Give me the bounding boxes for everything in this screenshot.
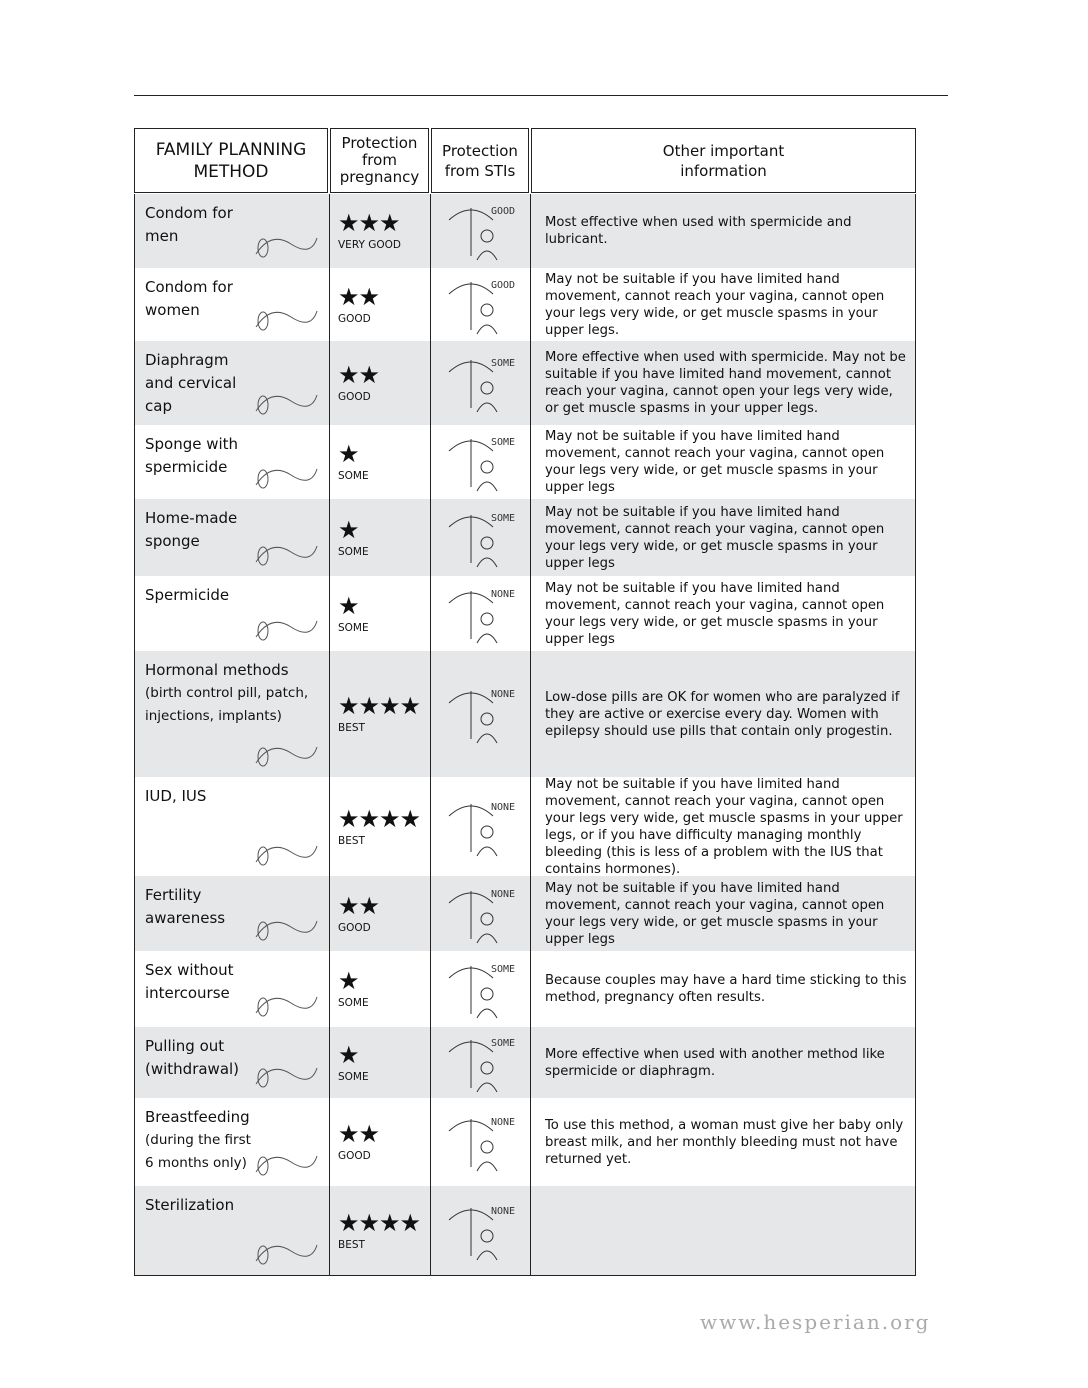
method-illustration-icon xyxy=(251,985,321,1021)
method-name: Breastfeeding xyxy=(145,1108,250,1126)
method-cell xyxy=(135,876,330,951)
method-illustration-icon xyxy=(251,909,321,945)
info-text: Most effective when used with spermicide and lubricant. xyxy=(545,215,852,247)
rating-stars: ★ xyxy=(338,440,359,468)
method-cell xyxy=(135,1186,330,1275)
method-cell xyxy=(135,777,330,876)
table-row xyxy=(135,1186,915,1275)
table-row xyxy=(135,777,915,876)
header-info: Other important information xyxy=(531,128,916,193)
method-name: Sex without intercourse xyxy=(145,961,234,1002)
pregnancy-cell xyxy=(330,194,431,268)
info-text: To use this method, a woman must give her baby only breast milk, and her monthly bleeding must not have returned yet. xyxy=(545,1117,904,1167)
umbrella-woman-icon xyxy=(441,431,521,493)
info-text: May not be suitable if you have limited hand movement, cannot reach your vagina, cannot open your legs very wide, or get muscle spasms in your upper legs xyxy=(545,504,885,571)
method-cell xyxy=(135,1027,330,1098)
sti-cell xyxy=(431,425,531,499)
method-cell xyxy=(135,499,330,576)
info-cell xyxy=(531,499,915,576)
rating-stars: ★ xyxy=(338,1040,359,1069)
sti-cell xyxy=(431,268,531,341)
sti-label: NONE xyxy=(490,689,515,700)
rating-label: SOME xyxy=(338,997,369,1009)
umbrella-woman-icon xyxy=(441,583,521,645)
sti-cell xyxy=(431,876,531,951)
sti-label: GOOD xyxy=(490,206,515,217)
sti-cell xyxy=(431,651,531,777)
header-pregnancy: Protection from pregnancy xyxy=(330,128,429,193)
rating-stars: ★★ xyxy=(338,891,380,920)
method-name: Condom for men xyxy=(145,204,233,245)
method-illustration-icon xyxy=(251,1233,321,1269)
sti-cell xyxy=(431,1027,531,1098)
info-text: May not be suitable if you have limited hand movement, cannot reach your vagina, cannot open your legs very wide, or get muscle spasms in your upper legs xyxy=(545,580,885,647)
table-row xyxy=(135,1098,915,1186)
sti-label: SOME xyxy=(490,1037,515,1049)
umbrella-woman-icon xyxy=(441,274,521,336)
method-cell xyxy=(135,951,330,1027)
rating-label: GOOD xyxy=(338,921,371,934)
table-row xyxy=(135,951,915,1027)
rating-stars: ★★ xyxy=(338,1120,380,1148)
pregnancy-cell xyxy=(330,951,431,1027)
pregnancy-cell xyxy=(330,1186,431,1275)
sti-label: SOME xyxy=(490,512,515,524)
umbrella-woman-icon xyxy=(441,1111,521,1173)
table-row xyxy=(135,194,915,268)
info-cell xyxy=(531,576,915,651)
rating-stars: ★ xyxy=(338,515,359,544)
method-name: Spermicide xyxy=(145,586,230,604)
table-row xyxy=(135,1027,915,1098)
umbrella-woman-icon xyxy=(441,1032,521,1094)
logo-text: www.hesperian.org xyxy=(700,1310,931,1334)
rating-stars: ★ xyxy=(338,591,359,620)
info-text: More effective when used with spermicide. May not be suitable if you have limited hand movement, cannot reach your vagina, cannot open your legs very wide, or get muscle spasms in your upper legs. xyxy=(545,350,906,416)
method-note: (birth control pill, patch, injections, implants) xyxy=(145,685,309,724)
method-cell xyxy=(135,576,330,651)
info-text: May not be suitable if you have limited hand movement, cannot reach your vagina, cannot open your legs very wide, or get muscle spasms in your upper legs xyxy=(545,429,885,495)
umbrella-woman-icon xyxy=(441,883,521,945)
umbrella-woman-icon xyxy=(441,683,521,745)
method-name: Condom for women xyxy=(145,278,233,319)
sti-cell xyxy=(431,341,531,425)
method-name: Pulling out (withdrawal) xyxy=(145,1037,240,1078)
sti-label: SOME xyxy=(490,964,515,975)
info-cell xyxy=(531,1027,915,1098)
rating-label: SOME xyxy=(338,621,369,634)
method-cell xyxy=(135,268,330,341)
info-cell xyxy=(531,341,915,425)
info-text: May not be suitable if you have limited hand movement, cannot reach your vagina, cannot open your legs very wide, or get muscle spasms in your upper legs xyxy=(545,880,885,947)
method-name: Sterilization xyxy=(145,1196,235,1214)
table-row xyxy=(135,651,915,777)
pregnancy-cell xyxy=(330,499,431,576)
info-cell xyxy=(531,268,915,341)
rating-stars: ★★ xyxy=(338,282,380,311)
hesperian-logo xyxy=(700,1310,930,1334)
method-cell xyxy=(135,194,330,268)
method-illustration-icon xyxy=(251,834,321,870)
rating-stars: ★★★★ xyxy=(338,1208,421,1237)
rating-stars: ★★★ xyxy=(338,209,400,237)
info-cell xyxy=(531,425,915,499)
method-illustration-icon xyxy=(251,534,321,570)
info-cell xyxy=(531,951,915,1027)
method-name: Home-made sponge xyxy=(145,509,238,550)
info-cell xyxy=(531,194,915,268)
sti-cell xyxy=(431,1098,531,1186)
pregnancy-cell xyxy=(330,651,431,777)
info-cell xyxy=(531,876,915,951)
pregnancy-cell xyxy=(330,876,431,951)
sti-label: NONE xyxy=(490,801,515,813)
pregnancy-cell xyxy=(330,425,431,499)
top-rule xyxy=(134,95,948,96)
rating-label: SOME xyxy=(338,470,369,482)
table-row xyxy=(135,268,915,341)
rating-label: BEST xyxy=(338,834,365,847)
sti-label: SOME xyxy=(490,358,515,369)
header-method: FAMILY PLANNING METHOD xyxy=(134,128,328,193)
rating-stars: ★★ xyxy=(338,361,380,389)
method-illustration-icon xyxy=(251,226,321,262)
info-text: More effective when used with another method like spermicide or diaphragm. xyxy=(545,1046,885,1079)
rating-stars: ★★★★ xyxy=(338,804,421,833)
method-illustration-icon xyxy=(251,457,321,493)
sti-label: NONE xyxy=(490,588,515,600)
method-illustration-icon xyxy=(251,735,321,771)
method-name: Hormonal methods xyxy=(145,661,289,679)
pregnancy-cell xyxy=(330,268,431,341)
sti-label: NONE xyxy=(490,1117,515,1128)
method-name: Sponge with spermicide xyxy=(145,435,239,476)
table-row xyxy=(135,876,915,951)
rating-label: BEST xyxy=(338,722,365,734)
sti-label: NONE xyxy=(490,888,515,900)
method-cell xyxy=(135,425,330,499)
info-text: May not be suitable if you have limited hand movement, cannot reach your vagina, cannot open your legs very wide, or get muscle spasms in your upper legs. xyxy=(545,271,885,338)
sti-cell xyxy=(431,1186,531,1275)
method-illustration-icon xyxy=(251,1144,321,1180)
method-cell xyxy=(135,341,330,425)
rating-label: GOOD xyxy=(338,312,371,325)
sti-label: NONE xyxy=(490,1205,515,1217)
umbrella-woman-icon xyxy=(441,200,521,262)
info-text: Because couples may have a hard time sticking to this method, pregnancy often results. xyxy=(545,973,907,1005)
sti-label: SOME xyxy=(490,437,515,448)
rating-label: GOOD xyxy=(338,1150,371,1162)
method-illustration-icon xyxy=(251,609,321,645)
rating-label: SOME xyxy=(338,545,369,558)
info-cell xyxy=(531,1098,915,1186)
sti-cell xyxy=(431,194,531,268)
umbrella-woman-icon xyxy=(441,1200,521,1262)
method-illustration-icon xyxy=(251,1056,321,1092)
sti-cell xyxy=(431,777,531,876)
table-row xyxy=(135,425,915,499)
info-cell xyxy=(531,1186,915,1275)
umbrella-woman-icon xyxy=(441,507,521,569)
sti-cell xyxy=(431,499,531,576)
pregnancy-cell xyxy=(330,341,431,425)
method-illustration-icon xyxy=(251,383,321,419)
table-row xyxy=(135,576,915,651)
info-text: Low-dose pills are OK for women who are paralyzed if they are active or exercise every day. Women with epilepsy should use pills that contain only progestin. xyxy=(545,689,900,739)
rating-stars: ★★★★ xyxy=(338,692,421,720)
umbrella-woman-icon xyxy=(441,958,521,1020)
method-name: Fertility awareness xyxy=(145,886,226,927)
info-text: May not be suitable if you have limited hand movement, cannot reach your vagina, cannot open your legs very wide, get muscle spasms in your upper legs, or if you have difficulty managing monthly bleeding (this is less of a problem with the IUS that contains hormones). xyxy=(545,776,903,877)
pregnancy-cell xyxy=(330,1027,431,1098)
info-cell xyxy=(531,777,915,876)
rating-label: BEST xyxy=(338,1238,365,1251)
method-name: IUD, IUS xyxy=(145,787,207,805)
sti-label: GOOD xyxy=(490,279,515,291)
method-name: Diaphragm and cervical cap xyxy=(145,351,237,415)
rating-label: VERY GOOD xyxy=(338,239,401,251)
sti-cell xyxy=(431,951,531,1027)
method-cell xyxy=(135,1098,330,1186)
umbrella-woman-icon xyxy=(441,796,521,858)
pregnancy-cell xyxy=(330,576,431,651)
rating-stars: ★ xyxy=(338,967,359,995)
info-cell xyxy=(531,651,915,777)
methods-table xyxy=(134,194,916,1276)
rating-label: GOOD xyxy=(338,391,371,403)
method-note: (during the first 6 months only) xyxy=(145,1132,251,1171)
header-sti: Protection from STIs xyxy=(431,128,529,193)
method-cell xyxy=(135,651,330,777)
sti-cell xyxy=(431,576,531,651)
pregnancy-cell xyxy=(330,1098,431,1186)
method-illustration-icon xyxy=(251,299,321,335)
umbrella-woman-icon xyxy=(441,352,521,414)
rating-label: SOME xyxy=(338,1070,369,1083)
pregnancy-cell xyxy=(330,777,431,876)
table-row xyxy=(135,499,915,576)
table-row xyxy=(135,341,915,425)
